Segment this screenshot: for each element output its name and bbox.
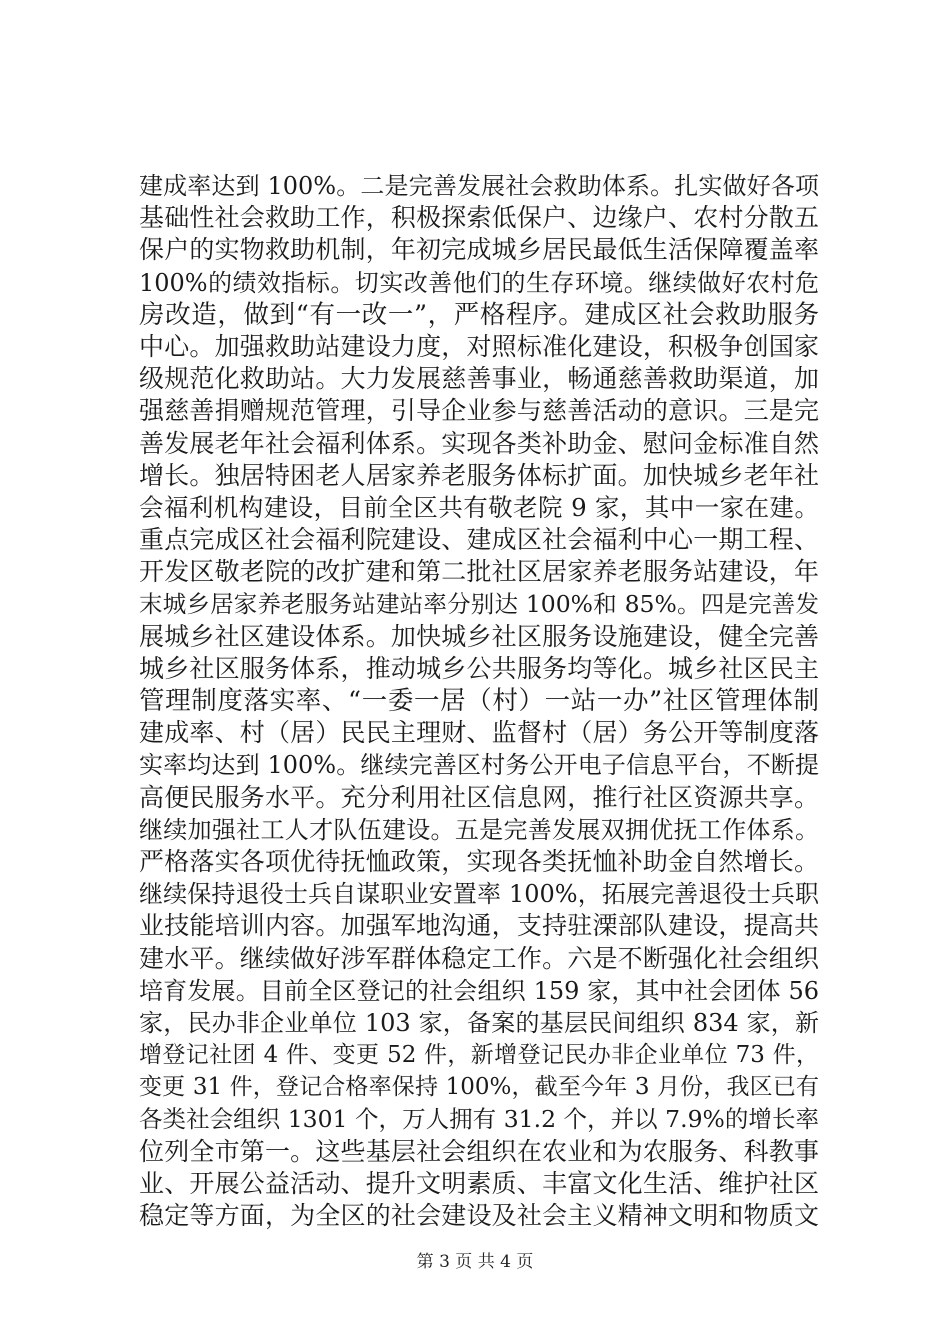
text-line: 建成率达到 100%。二是完善发展社会救助体系。扎实做好各项 xyxy=(139,172,819,200)
text-line: 业技能培训内容。加强军地沟通，支持驻溧部队建设，提高共 xyxy=(139,911,819,941)
text-line: 增长。独居特困老人居家养老服务体标扩面。加快城乡老年社 xyxy=(139,460,819,490)
text-line: 严格落实各项优待抚恤政策，实现各类抚恤补助金自然增长。 xyxy=(139,846,819,876)
text-line: 会福利机构建设，目前全区共有敬老院 9 家，其中一家在建。 xyxy=(139,492,819,522)
text-line: 强慈善捐赠规范管理，引导企业参与慈善活动的意识。三是完 xyxy=(139,396,819,426)
text-line: 中心。加强救助站建设力度，对照标准化建设，积极争创国家 xyxy=(139,331,819,361)
text-line: 级规范化救助站。大力发展慈善事业，畅通慈善救助渠道，加 xyxy=(139,364,819,394)
text-line: 基础性社会救助工作，积极探索低保户、边缘户、农村分散五 xyxy=(139,203,819,233)
text-line: 管理制度落实率、“一委一居（村）一站一办”社区管理体制 xyxy=(139,686,819,716)
text-line: 建水平。继续做好涉军群体稳定工作。六是不断强化社会组织 xyxy=(139,943,819,973)
text-line: 城乡社区服务体系，推动城乡公共服务均等化。城乡社区民主 xyxy=(139,653,819,683)
text-line: 继续加强社工人才队伍建设。五是完善发展双拥优抚工作体系。 xyxy=(139,815,819,844)
text-line: 稳定等方面，为全区的社会建设及社会主义精神文明和物质文 xyxy=(139,1201,819,1230)
text-line: 继续保持退役士兵自谋职业安置率 100%，拓展完善退役士兵职 xyxy=(139,880,819,909)
text-line: 各类社会组织 1301 个，万人拥有 31.2 个，并以 7.9%的增长率 xyxy=(139,1105,819,1134)
text-line: 业、开展公益活动、提升文明素质、丰富文化生活、维护社区 xyxy=(139,1168,819,1198)
text-line: 末城乡居家养老服务站建站率分别达 100%和 85%。四是完善发 xyxy=(139,590,819,619)
page-footer: 第 3 页 共 4 页 xyxy=(416,1252,534,1272)
text-line: 培育发展。目前全区登记的社会组织 159 家，其中社会团体 56 xyxy=(139,976,819,1005)
text-line: 位列全市第一。这些基层社会组织在农业和为农服务、科教事 xyxy=(139,1136,819,1166)
text-line: 善发展老年社会福利体系。实现各类补助金、慰问金标准自然 xyxy=(139,428,819,458)
text-line: 增登记社团 4 件、变更 52 件，新增登记民办非企业单位 73 件， xyxy=(139,1042,819,1069)
text-line: 高便民服务水平。充分利用社区信息网，推行社区资源共享。 xyxy=(139,782,819,812)
text-line: 展城乡社区建设体系。加快城乡社区服务设施建设，健全完善 xyxy=(139,621,819,651)
text-line: 100%的绩效指标。切实改善他们的生存环境。继续做好农村危 xyxy=(139,268,819,297)
text-line: 建成率、村（居）民民主理财、监督村（居）务公开等制度落 xyxy=(139,718,819,748)
text-line: 变更 31 件，登记合格率保持 100%，截至今年 3 月份，我区已有 xyxy=(139,1074,819,1101)
body-paragraph xyxy=(139,170,819,1232)
text-line: 家，民办非企业单位 103 家，备案的基层民间组织 834 家，新 xyxy=(139,1008,819,1037)
text-line: 房改造，做到“有一改一”，严格程序。建成区社会救助服务 xyxy=(139,299,819,330)
text-line: 实率均达到 100%。继续完善区村务公开电子信息平台，不断提 xyxy=(139,751,819,780)
text-line: 保户的实物救助机制，年初完成城乡居民最低生活保障覆盖率 xyxy=(139,235,819,265)
text-line: 重点完成区社会福利院建设、建成区社会福利中心一期工程、 xyxy=(139,525,819,555)
text-line: 开发区敬老院的改扩建和第二批社区居家养老服务站建设，年 xyxy=(139,557,819,587)
